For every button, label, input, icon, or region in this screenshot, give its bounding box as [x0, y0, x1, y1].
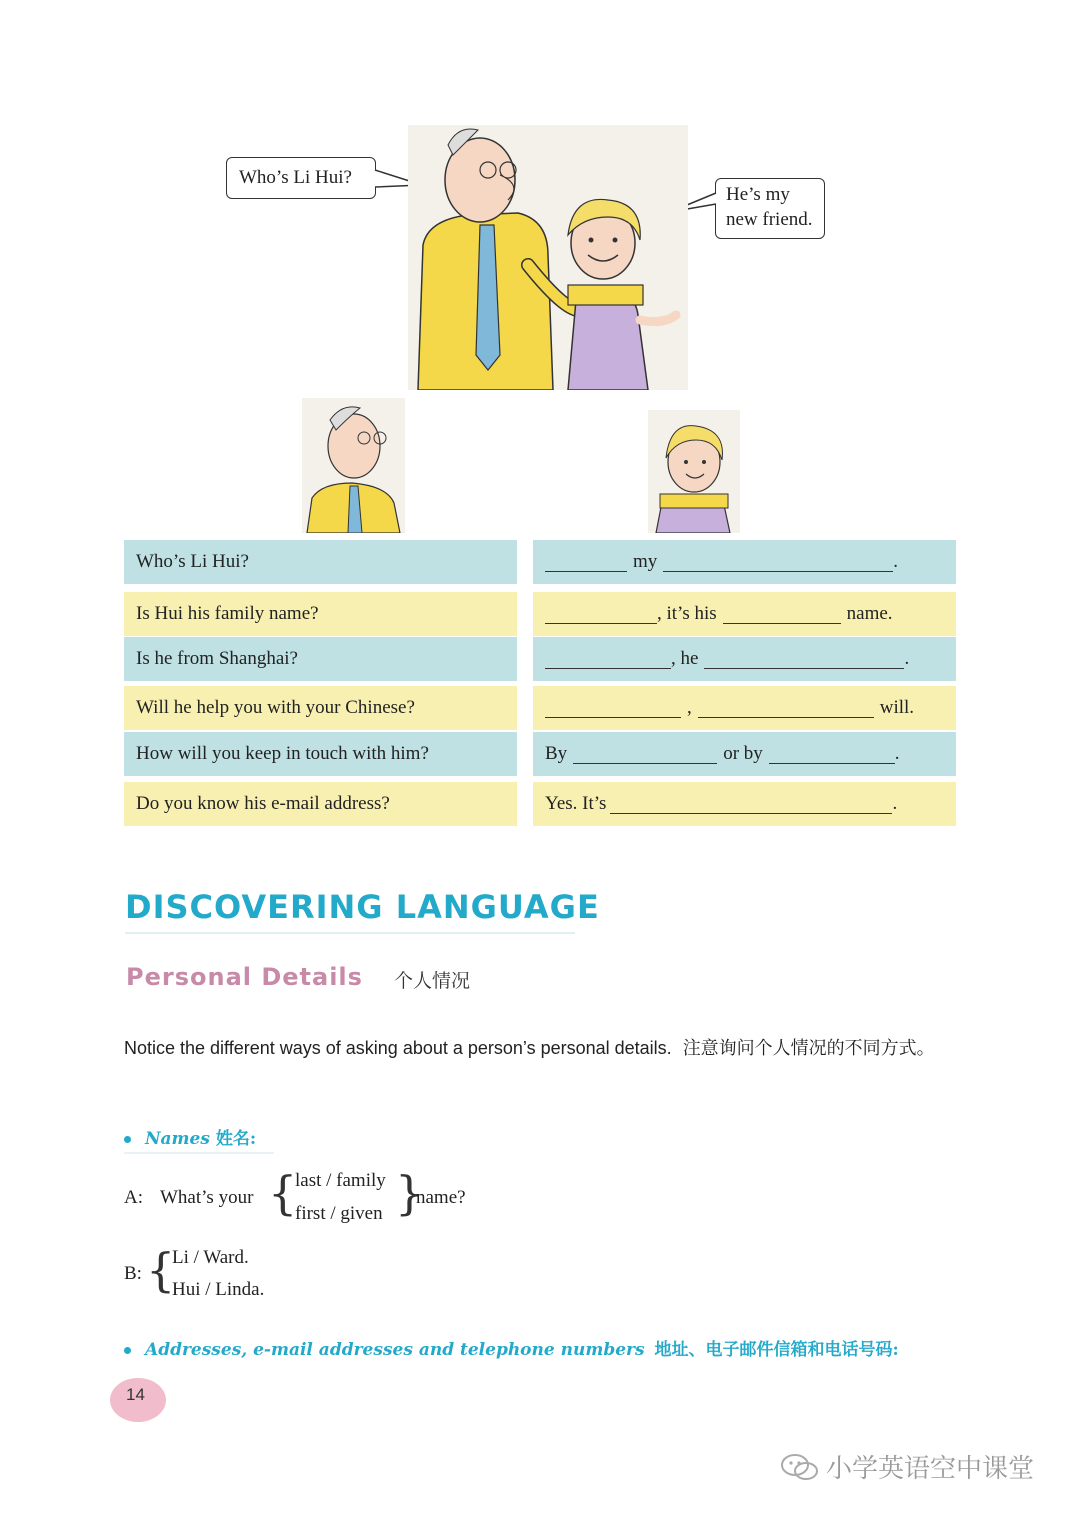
answer-row-4: , will.	[533, 686, 956, 730]
bubble-man-text: Who’s Li Hui?	[239, 167, 352, 188]
answer-row-1: my .	[533, 540, 956, 584]
speech-bubble-man	[226, 157, 376, 199]
notice-cn: 注意询问个人情况的不同方式。	[682, 1038, 935, 1058]
answer-blank[interactable]	[610, 795, 892, 814]
page-number: 14	[126, 1385, 145, 1404]
bubble-girl-line1: He’s my	[726, 184, 790, 205]
answer-text: By	[545, 743, 568, 764]
answer-blank[interactable]	[698, 699, 874, 718]
question-text: Do you know his e-mail address?	[136, 793, 390, 814]
wechat-icon	[780, 1451, 820, 1483]
answer-text: , it’s his	[657, 603, 717, 624]
answer-text: , he	[671, 648, 699, 669]
bullet-addresses	[124, 1335, 899, 1360]
answer-blank[interactable]	[545, 605, 657, 624]
bullet-dot-icon	[124, 1347, 131, 1354]
example-a-text: What’s your	[160, 1187, 254, 1208]
example-a-label: A:	[124, 1187, 143, 1208]
bullet-names	[124, 1124, 256, 1149]
answer-blank[interactable]	[723, 605, 841, 624]
section-heading: DISCOVERING LANGUAGE	[125, 888, 600, 926]
answer-text: my	[633, 551, 658, 572]
bullet-names-cn: 姓名:	[215, 1129, 257, 1149]
bullet-addresses-cn: 地址、电子邮件信箱和电话号码:	[654, 1340, 899, 1360]
answer-text: or by	[723, 743, 763, 764]
answer-blank[interactable]	[545, 650, 671, 669]
teacher-and-girl-illustration	[408, 125, 688, 390]
example-b-option-2: Hui / Linda.	[172, 1279, 265, 1300]
example-a-option-2: first / given	[295, 1203, 383, 1224]
notice-en: Notice the different ways of asking about a person’s personal details.	[124, 1038, 672, 1058]
speech-bubble-girl	[715, 178, 825, 239]
question-row-5	[124, 732, 517, 776]
bubble-girl-line2: new friend.	[726, 208, 813, 230]
answer-row-2	[533, 592, 956, 636]
answer-text: Yes. It’s	[545, 793, 607, 814]
question-row-2	[124, 592, 517, 636]
answer-row-3: , he .	[533, 637, 956, 681]
right-brace-icon: }	[395, 1166, 425, 1220]
question-text: Who’s Li Hui?	[136, 551, 249, 572]
girl-portrait	[648, 410, 740, 533]
left-brace-icon: {	[268, 1166, 298, 1220]
names-underline	[124, 1152, 274, 1154]
question-text: How will you keep in touch with him?	[136, 743, 429, 764]
heading-underline	[125, 932, 575, 934]
question-row-4	[124, 686, 517, 730]
answer-blank[interactable]	[545, 553, 627, 572]
left-brace-icon: {	[146, 1243, 176, 1297]
bullet-addresses-en: Addresses, e-mail addresses and telephone numbers	[145, 1340, 645, 1360]
answer-blank[interactable]	[704, 650, 904, 669]
question-row-1	[124, 540, 517, 584]
answer-text: name.	[846, 603, 893, 624]
example-a-option-1: last / family	[295, 1170, 386, 1191]
example-b-label: B:	[124, 1263, 142, 1284]
subheading: Personal Details	[126, 963, 363, 991]
teacher-portrait	[302, 398, 405, 533]
answer-text: will.	[879, 697, 915, 718]
watermark-text: 小学英语空中课堂	[826, 1454, 1035, 1484]
question-text: Is he from Shanghai?	[136, 648, 298, 669]
question-row-6	[124, 782, 517, 826]
subheading-cn: 个人情况	[394, 970, 471, 992]
bullet-names-en: Names	[145, 1129, 210, 1149]
question-text: Is Hui his family name?	[136, 603, 319, 624]
watermark	[780, 1448, 1034, 1485]
question-text: Will he help you with your Chinese?	[136, 697, 415, 718]
example-a-end: name?	[416, 1187, 466, 1208]
answer-blank[interactable]	[545, 699, 681, 718]
answer-row-6: Yes. It’s .	[533, 782, 956, 826]
answer-row-5: By or by .	[533, 732, 956, 776]
answer-blank[interactable]	[769, 745, 895, 764]
answer-blank[interactable]	[663, 553, 893, 572]
question-row-3	[124, 637, 517, 681]
example-b-option-1: Li / Ward.	[172, 1247, 249, 1268]
bullet-dot-icon	[124, 1136, 131, 1143]
answer-blank[interactable]	[573, 745, 717, 764]
notice-paragraph	[124, 1032, 964, 1064]
